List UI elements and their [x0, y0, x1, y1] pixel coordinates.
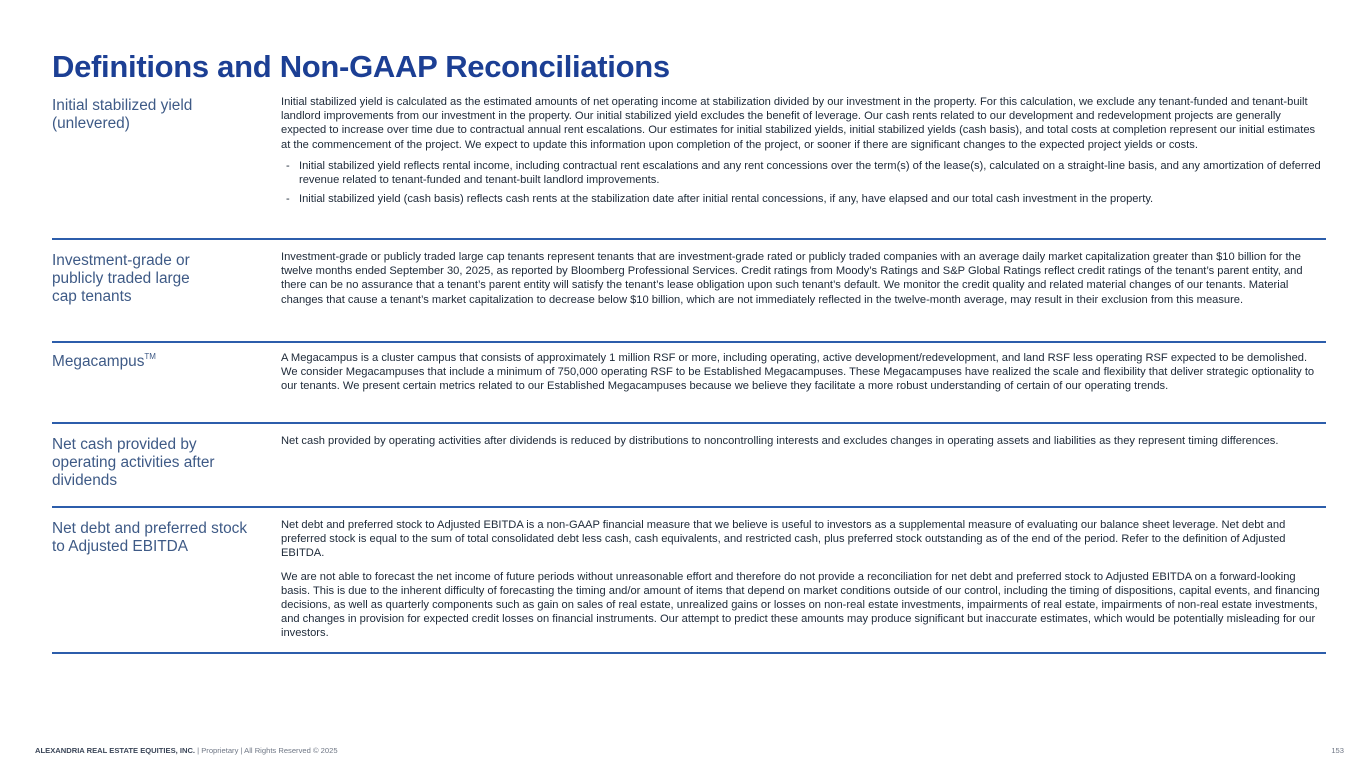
definition-megacampus: [281, 351, 1326, 422]
definitions-list: [52, 95, 1326, 654]
footer-rights: | Proprietary | All Rights Reserved © 2025: [195, 746, 338, 755]
definition-row-megacampus: [52, 343, 1326, 424]
definition-paragraph: A Megacampus is a cluster campus that consists of approximately 1 million RSF or more, including operating, active development/redevelopment, and land RSF less operating RSF expected to be demolished. We consider Megacampuses that include a minimum of 750,000 operating RSF to be Established Megacampuses. These Megacampuses have realized the scale and flexibility that deliver strategic optionality to our tenants. We present certain metrics related to our Established Megacampuses because we believe they facilitate a more robust understanding of certain of our operating trends.: [281, 352, 1315, 393]
term-label: Megacampus: [52, 353, 145, 370]
footer: [35, 746, 338, 755]
term-label: Investment-grade or publicly traded large cap tenants: [52, 252, 190, 305]
definition-paragraph: Investment-grade or publicly traded large cap tenants represent tenants that are investment-grade rated or publicly traded companies with an average daily market capitalization greater than $10 billion for the twelve months ended September 30, 2025, as reported by Bloomberg Professional Services. Credit ratings from Moody’s Ratings and S&P Global Ratings reflect credit ratings of the tenant’s parent entity, and there can be no assurance that a tenant’s parent entity will satisfy the tenant’s lease obligation upon such tenant’s default. We monitor the credit quality and related material changes of our tenants. Material changes that cause a tenant’s market capitalization to decrease below $10 billion, which are not immediately reflected in the twelve-month average, may result in their exclusion from this measure.: [281, 251, 1303, 306]
definition-row-initial-stabilized-yield: [52, 95, 1326, 240]
term-net-cash-after-dividends: [52, 434, 281, 506]
term-label: Initial stabilized yield (unlevered): [52, 97, 193, 132]
definition-row-net-cash-after-dividends: [52, 424, 1326, 508]
term-initial-stabilized-yield: [52, 95, 281, 238]
bullet-item: - Initial stabilized yield reflects rental income, including contractual rent escalations and any rent concessions over the term(s) of the lease(s), calculated on a straight-line basis, and any amortization of deferred revenue related to tenant-funded and tenant-built landlord improvements.: [281, 159, 1326, 187]
definition-paragraph: We are not able to forecast the net income of future periods without unreasonable effort and therefore do not provide a reconciliation for net debt and preferred stock to Adjusted EBITDA on a forward-looking basis. This is due to the inherent difficulty of forecasting the timing and/or amount of items that depend on market conditions outside of our control, including the timing of dispositions, capital events, and financing decisions, as well as quarterly components such as gain on sales of real estate, unrealized gains or losses on non-real estate investments, impairments of real estate, impairments of non-real estate investments, and changes in provision for expected credit losses on financial instruments. Our attempt to predict these amounts may produce significant but inaccurate estimates, which would be potentially misleading for our investors.: [281, 570, 1320, 640]
page-number: 153: [1331, 746, 1344, 755]
bullet-item: - Initial stabilized yield (cash basis) reflects cash rents at the stabilization date after initial rental concessions, if any, have elapsed and our total cash investment in the property.: [281, 192, 1326, 206]
definition-net-debt-to-ebitda: [281, 518, 1326, 652]
bullet-list: [281, 159, 1326, 207]
page-title: Definitions and Non-GAAP Reconciliations: [52, 49, 670, 84]
footer-company: ALEXANDRIA REAL ESTATE EQUITIES, INC.: [35, 746, 196, 755]
definition-row-net-debt-to-ebitda: [52, 508, 1326, 654]
definition-initial-stabilized-yield: [281, 95, 1326, 238]
term-investment-grade-tenants: [52, 250, 281, 341]
term-net-debt-to-ebitda: [52, 518, 281, 652]
term-label: Net cash provided by operating activities after dividends: [52, 436, 215, 489]
definition-paragraph: Net debt and preferred stock to Adjusted EBITDA is a non-GAAP financial measure that we believe is useful to investors as a supplemental measure of evaluating our balance sheet leverage. Net debt and preferred stock is equal to the sum of total consolidated debt less cash, cash equivalents, and restricted cash, plus preferred stock outstanding as of the end of the period. Refer to the definition of Adjusted EBITDA.: [281, 519, 1286, 560]
term-label: Net debt and preferred stock to Adjusted EBITDA: [52, 520, 248, 555]
definition-investment-grade-tenants: [281, 250, 1326, 341]
definition-paragraph: Initial stabilized yield is calculated as the estimated amounts of net operating income at stabilization divided by our investment in the property. For this calculation, we exclude any tenant-funded and tenant-built landlord improvements from our investment in the property. Our initial stabilized yield excludes the benefit of leverage. Our cash rents related to our development and redevelopment projects are generally expected to increase over time due to contractual annual rent escalations. Our estimates for initial stabilized yields, initial stabilized yields (cash basis), and total costs at completion represent our initial estimates at the commencement of the project. We expect to update this information upon completion of the project, or sooner if there are significant changes to the expected project yields or costs.: [281, 96, 1316, 151]
definition-row-investment-grade-tenants: [52, 240, 1326, 343]
definition-paragraph: Net cash provided by operating activities after dividends is reduced by distributions to noncontrolling interests and excludes changes in operating assets and liabilities as they represent timing differences.: [281, 435, 1279, 447]
definition-net-cash-after-dividends: [281, 434, 1326, 506]
term-megacampus: [52, 351, 281, 422]
trademark-mark: TM: [144, 352, 156, 361]
